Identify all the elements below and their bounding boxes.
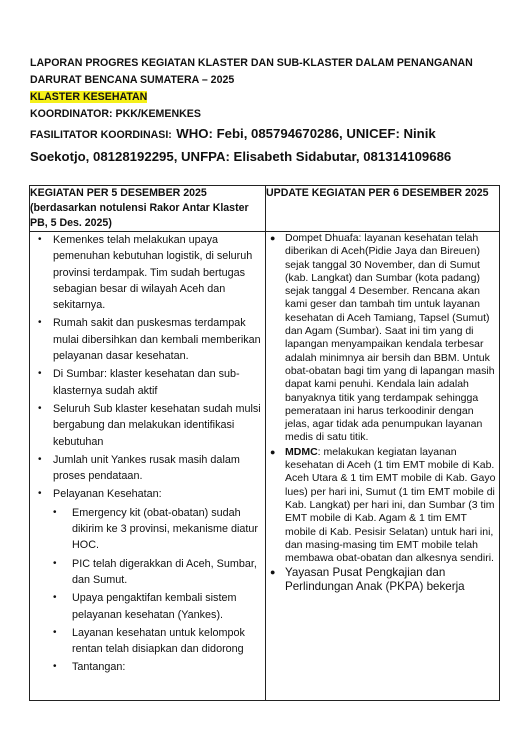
mdmc-text: : melakukan kegiatan layanan kesehatan di Aceh (1 tim EMT mobile di Kab. Aceh Utara & 1 tim EMT mobile di Kab. Gayo lues) per hari ini, Sumut (1 tim EMT mobile di Kab. Langkat) per hari ini, dan Sumbar (3 tim EMT mobile di Kab. Agam & 1 tim EMT mobile di Kab. Pesisir Selatan) untuk hari ini, dan masing-masing tim EMT mobile telah membawa obat-obatan dan alkesnya sendiri. xyxy=(285,445,496,565)
list-item-label: Pelayanan Kesehatan: xyxy=(53,488,162,501)
sub-list-item: • PIC telah digerakkan di Aceh, Sumbar, dan Sumut. xyxy=(53,556,261,589)
report-header xyxy=(30,55,500,167)
report-title-line2: DARURAT BENCANA SUMATERA – 2025 xyxy=(30,74,235,86)
klaster-name: KLASTER KESEHATAN xyxy=(30,91,148,103)
col-header-update: UPDATE KEGIATAN PER 6 DESEMBER 2025 xyxy=(266,186,500,232)
mdmc-label: MDMC xyxy=(285,445,318,458)
fasilitator-label: FASILITATOR KOORDINASI: xyxy=(30,129,172,141)
list-item: • Jumlah unit Yankes rusak masih dalam proses pendataan. xyxy=(30,452,265,485)
list-item-pkpa: ● Yayasan Pusat Pengkajian dan Perlindungan Anak (PKPA) bekerja xyxy=(266,566,499,593)
list-item-dompet-dhuafa: ● Dompet Dhuafa: layanan kesehatan telah diberikan di Aceh(Pidie Jaya dan Bireuen) sejak tanggal 30 November, dan di Sumut (kab. Langkat) dan Sumbar (kota padang) sejak tanggal 4 Desember. Rencana akan kami geser dan tambah tim untuk layanan kesehatan di Aceh Tamiang, Tapsel (Sumut) dan Agam (Sumbar). Saat ini tim yang di lapangan menyampaikan kendala terbesar adalah minimnya air bersih dan BBM. Untuk obat-obatan bagi tim yang di lapangan masih dapat kami penuhi. Kendala lain adalah banyaknya titik yang terdampak sehingga pemerataan ini harus terkoodinir dengan jelas, agar tidak ada penumpukan layanan medis di satu titik. xyxy=(266,232,499,445)
sub-bullet-list xyxy=(53,505,261,676)
report-title-line1: LAPORAN PROGRES KEGIATAN KLASTER DAN SUB-KLASTER DALAM PENANGANAN xyxy=(30,57,473,69)
sub-list-item: • Tantangan: xyxy=(53,659,261,675)
list-item: • Seluruh Sub klaster kesehatan sudah mulsi bergabung dan melakukan identifikasi kebutuhan xyxy=(30,401,265,450)
list-item-mdmc xyxy=(266,446,499,566)
activity-table xyxy=(29,185,500,701)
table-header-row xyxy=(30,186,500,232)
sub-list-item: • Emergency kit (obat-obatan) sudah dikirim ke 3 provinsi, mekanisme diatur HOC. xyxy=(53,505,261,554)
right-cell xyxy=(266,232,500,701)
koordinator: KOORDINATOR: PKK/KEMENKES xyxy=(30,108,201,120)
fasilitator-line1 xyxy=(30,123,500,146)
col-header-kegiatan: KEGIATAN PER 5 DESEMBER 2025 (berdasarkan notulensi Rakor Antar Klaster PB, 5 Des. 2025) xyxy=(30,186,266,232)
fasilitator-contacts-1: WHO: Febi, 085794670286, UNICEF: Ninik xyxy=(176,126,436,141)
list-item: • Kemenkes telah melakukan upaya pemenuhan kebutuhan logistik, di seluruh provinsi terdampak. Tim sudah bertugas sebagian besar di wilayah Aceh dan sekitarnya. xyxy=(30,232,265,313)
table-row xyxy=(30,232,500,701)
fasilitator-contacts-2: Soekotjo, 08128192295, UNFPA: Elisabeth Sidabutar, 081314109686 xyxy=(30,149,452,164)
left-bullet-list xyxy=(30,232,265,676)
right-bullet-list xyxy=(266,232,499,594)
list-item: • Rumah sakit dan puskesmas terdampak mulai dibersihkan dan kembali memberikan pelayanan dasar kesehatan. xyxy=(30,315,265,364)
list-item-pelayanan xyxy=(30,486,265,675)
sub-list-item: • Layanan kesehatan untuk kelompok rentan telah disiapkan dan didorong xyxy=(53,625,261,658)
list-item: • Di Sumbar: klaster kesehatan dan sub-klasternya sudah aktif xyxy=(30,366,265,399)
sub-list-item: • Upaya pengaktifan kembali sistem pelayanan kesehatan (Yankes). xyxy=(53,590,261,623)
left-cell xyxy=(30,232,266,701)
